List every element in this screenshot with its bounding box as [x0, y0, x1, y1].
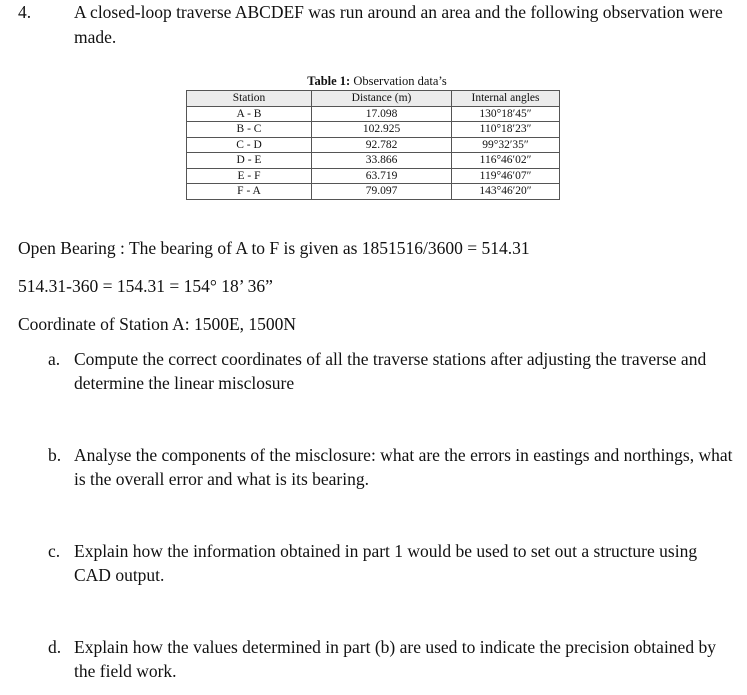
part-b-text: Analyse the components of the misclosure: what are the errors in eastings and northings, what is the overall error and what is its bearing.	[74, 445, 733, 489]
station-a-coordinate-line: Coordinate of Station A: 1500E, 1500N	[18, 314, 297, 334]
part-d-text: Explain how the values determined in part (b) are used to indicate the precision obtained by the field work.	[74, 637, 716, 681]
cell-angle: 116°46′02″	[452, 153, 560, 169]
part-c-text: Explain how the information obtained in part 1 would be used to set out a structure using CAD output.	[74, 541, 698, 585]
cell-distance: 92.782	[312, 137, 452, 153]
table-caption-title: Observation data’s	[350, 74, 447, 88]
observation-table-block	[186, 72, 560, 200]
header-distance: Distance (m)	[312, 91, 452, 107]
table-caption-label: Table 1:	[307, 74, 351, 88]
open-bearing-line: Open Bearing : The bearing of A to F is given as 1851516/3600 = 514.31	[18, 238, 530, 258]
cell-station: E - F	[187, 168, 312, 184]
cell-angle: 119°46′07″	[452, 168, 560, 184]
header-internal-angles: Internal angles	[452, 91, 560, 107]
observation-table	[186, 90, 560, 200]
part-d-label: d.	[48, 637, 62, 657]
table-row	[187, 153, 560, 169]
cell-angle: 110°18′23″	[452, 122, 560, 138]
table-row	[187, 168, 560, 184]
table-caption	[194, 72, 560, 90]
table-header-row	[187, 91, 560, 107]
table-row	[187, 106, 560, 122]
table-row	[187, 122, 560, 138]
cell-angle: 130°18′45″	[452, 106, 560, 122]
part-b-label: b.	[48, 445, 62, 465]
cell-angle: 99°32′35″	[452, 137, 560, 153]
part-a-label: a.	[48, 349, 61, 369]
table-row	[187, 184, 560, 200]
cell-station: D - E	[187, 153, 312, 169]
question-text: A closed-loop traverse ABCDEF was run around an area and the following observation were made.	[74, 2, 723, 47]
part-b	[48, 443, 738, 491]
table-row	[187, 137, 560, 153]
part-a-text: Compute the correct coordinates of all the traverse stations after adjusting the traverse and determine the linear misclosure	[74, 349, 707, 393]
cell-station: F - A	[187, 184, 312, 200]
question-heading	[18, 0, 738, 50]
part-c-label: c.	[48, 541, 61, 561]
part-c	[48, 539, 738, 587]
cell-distance: 33.866	[312, 153, 452, 169]
cell-distance: 102.925	[312, 122, 452, 138]
cell-angle: 143°46′20″	[452, 184, 560, 200]
header-station: Station	[187, 91, 312, 107]
cell-distance: 63.719	[312, 168, 452, 184]
cell-station: A - B	[187, 106, 312, 122]
cell-station: B - C	[187, 122, 312, 138]
part-d	[48, 635, 738, 683]
part-a	[48, 347, 738, 395]
cell-distance: 79.097	[312, 184, 452, 200]
cell-distance: 17.098	[312, 106, 452, 122]
cell-station: C - D	[187, 137, 312, 153]
bearing-conversion-line: 514.31-360 = 154.31 = 154° 18’ 36”	[18, 276, 273, 296]
question-number: 4.	[18, 2, 32, 22]
